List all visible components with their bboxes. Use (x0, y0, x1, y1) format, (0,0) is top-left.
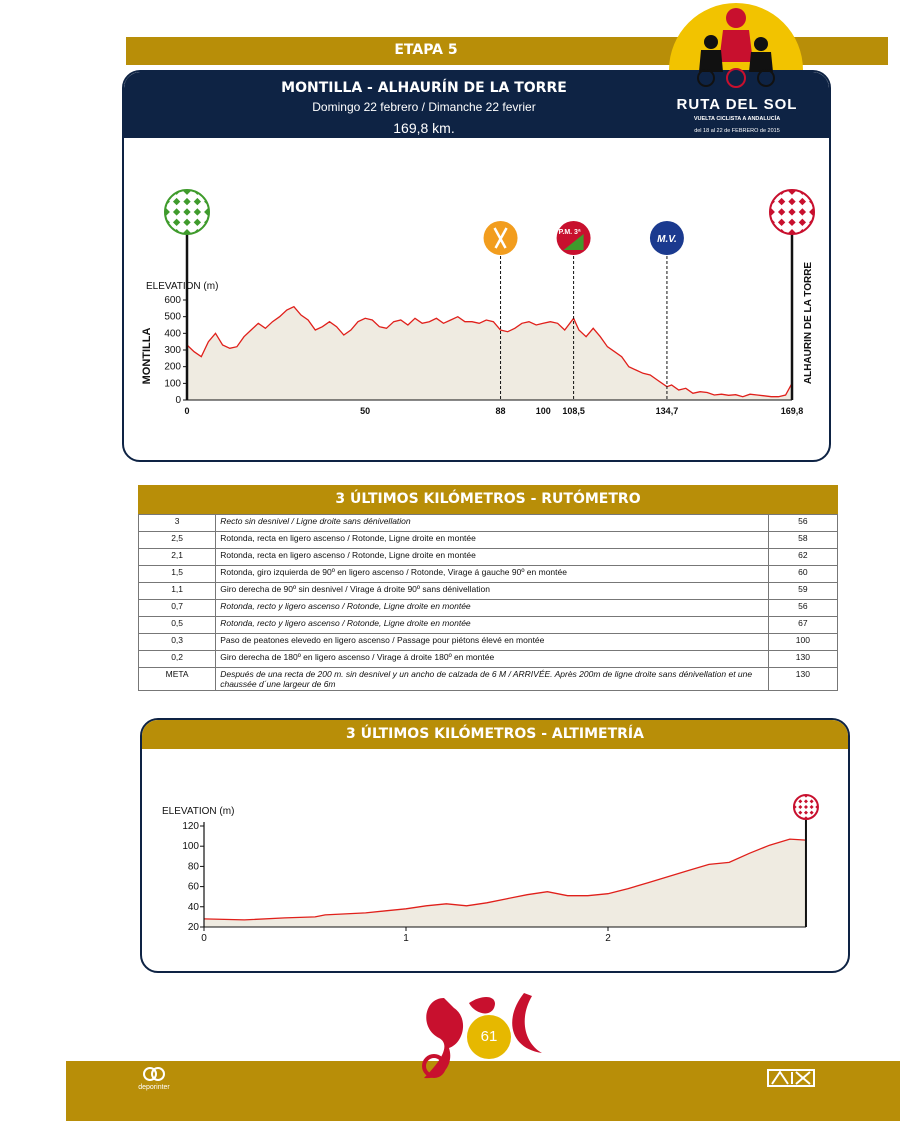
finish-flag-icon (757, 167, 827, 247)
table-cell-desc: Giro derecha de 90º sin desnivel / Virage á droite 90º sans dénivellation (216, 583, 769, 600)
table-cell-km: 0,3 (139, 634, 216, 651)
y-tick-label: 100 (164, 378, 181, 390)
x-tick-label: 100 (535, 406, 551, 416)
y-tick-label: 500 (164, 311, 181, 323)
alti-elevation-label: ELEVATION (m) (162, 806, 235, 817)
table-cell-alt: 56 (768, 515, 837, 532)
alti-x-tick-label: 1 (403, 933, 409, 944)
table-row (139, 634, 838, 651)
table-cell-alt: 60 (768, 566, 837, 583)
ruta-del-sol-riders-logo (661, 0, 811, 140)
table-cell-km: 1,1 (139, 583, 216, 600)
alti-y-tick-label: 20 (187, 922, 199, 933)
deporinter-mark-icon (124, 1066, 184, 1082)
table-cell-alt: 100 (768, 634, 837, 651)
table-cell-desc: Después de una recta de 200 m. sin desnivel y un ancho de calzada de 6 M / ARRIVÉE. Après 200m de ligne droite sans dénivellation et une chaussée d´une largeur de 6m (216, 668, 769, 691)
table-row (139, 549, 838, 566)
table-row (139, 668, 838, 691)
stage-profile-chart (124, 138, 829, 460)
table-cell-km: 2,1 (139, 549, 216, 566)
x-tick-label: 134,7 (655, 406, 679, 416)
y-tick-label: 0 (175, 395, 181, 406)
table-cell-alt: 130 (768, 651, 837, 668)
page-number: 61 (467, 1015, 511, 1059)
route-title: MONTILLA - ALHAURÍN DE LA TORRE (281, 80, 567, 96)
x-tick-label: 108,5 (562, 406, 585, 416)
alti-y-tick-label: 100 (182, 841, 199, 853)
route-distance: 169,8 km. (393, 120, 455, 136)
brand-subtitle: VUELTA CICLISTA A ANDALUCÍA (693, 116, 781, 122)
table-cell-desc: Recto sin desnivel / Ligne droite sans dénivellation (216, 515, 769, 532)
alti-x-tick-label: 2 (605, 933, 611, 944)
route-date: Domingo 22 febrero / Dimanche 22 fevrier (312, 100, 536, 114)
table-row (139, 515, 838, 532)
table-cell-km: META (139, 668, 216, 691)
table-row (139, 566, 838, 583)
table-cell-desc: Rotonda, recto y ligero ascenso / Rotonde, Ligne droite en montée (216, 617, 769, 634)
y-tick-label: 200 (164, 361, 181, 373)
table-cell-km: 0,2 (139, 651, 216, 668)
alti-y-tick-label: 120 (182, 821, 199, 832)
sponsor-deporinter-logo (124, 1066, 184, 1091)
mountain-label: P.M. 3ª (558, 229, 581, 236)
table-row (139, 600, 838, 617)
rutometro-grid (138, 514, 838, 691)
start-label: MONTILLA (141, 327, 153, 385)
rutometro-table (138, 485, 838, 691)
table-cell-alt: 59 (768, 583, 837, 600)
table-row (139, 532, 838, 549)
alti-area (204, 839, 806, 927)
table-cell-desc: Rotonda, recto y ligero ascenso / Rotonde, Ligne droite en montée (216, 600, 769, 617)
table-cell-km: 3 (139, 515, 216, 532)
table-cell-km: 1,5 (139, 566, 216, 583)
altimetry-card (140, 718, 850, 973)
alti-x-tick-label: 0 (201, 933, 207, 944)
table-cell-desc: Rotonda, giro izquierda de 90º en ligero ascenso / Rotonde, Virage á gauche 90º en montée (216, 566, 769, 583)
sponsor-left-label: deporinter (138, 1084, 170, 1091)
rutometro-title: 3 ÚLTIMOS KILÓMETROS - RUTÓMETRO (138, 485, 838, 514)
x-tick-label: 50 (360, 406, 371, 416)
table-cell-desc: Rotonda, recta en ligero ascenso / Rotonde, Ligne droite en montée (216, 549, 769, 566)
table-row (139, 651, 838, 668)
alti-finish-flag-icon (787, 782, 825, 826)
table-row (139, 583, 838, 600)
sprint-label: M.V. (657, 234, 677, 245)
brand-name: RUTA DEL SOL (676, 96, 798, 113)
sponsor-right-logo (766, 1066, 816, 1090)
alti-y-tick-label: 80 (187, 861, 199, 873)
table-cell-km: 0,5 (139, 617, 216, 634)
table-cell-desc: Paso de peatones elevedo en ligero ascenso / Passage pour piétons élevé en montée (216, 634, 769, 651)
table-cell-km: 0,7 (139, 600, 216, 617)
altimetry-chart (142, 749, 848, 971)
x-tick-label: 0 (184, 406, 190, 416)
table-cell-alt: 67 (768, 617, 837, 634)
x-tick-label: 169,8 (780, 406, 804, 416)
table-cell-desc: Rotonda, recta en ligero ascenso / Rotonde, Ligne droite en montée (216, 532, 769, 549)
table-cell-alt: 58 (768, 532, 837, 549)
y-tick-label: 400 (164, 328, 181, 340)
finish-label: ALHAURIN DE LA TORRE (803, 261, 814, 385)
start-flag-icon (152, 167, 222, 247)
table-cell-alt: 62 (768, 549, 837, 566)
brand-dates: del 18 al 22 de FEBRERO de 2015 (694, 128, 780, 134)
alti-y-tick-label: 60 (187, 881, 199, 893)
table-cell-alt: 130 (768, 668, 837, 691)
x-tick-label: 88 (495, 406, 506, 416)
table-cell-desc: Giro derecha de 180º en ligero ascenso / Virage á droite 180º en montée (216, 651, 769, 668)
alti-y-tick-label: 40 (187, 901, 199, 913)
altimetry-title: 3 ÚLTIMOS KILÓMETROS - ALTIMETRÍA (142, 720, 848, 749)
stage-label: ETAPA 5 (394, 42, 458, 58)
table-row (139, 617, 838, 634)
y-tick-label: 600 (164, 295, 181, 306)
table-cell-km: 2,5 (139, 532, 216, 549)
y-tick-label: 300 (164, 345, 181, 356)
elevation-label: ELEVATION (m) (146, 281, 219, 292)
table-cell-alt: 56 (768, 600, 837, 617)
